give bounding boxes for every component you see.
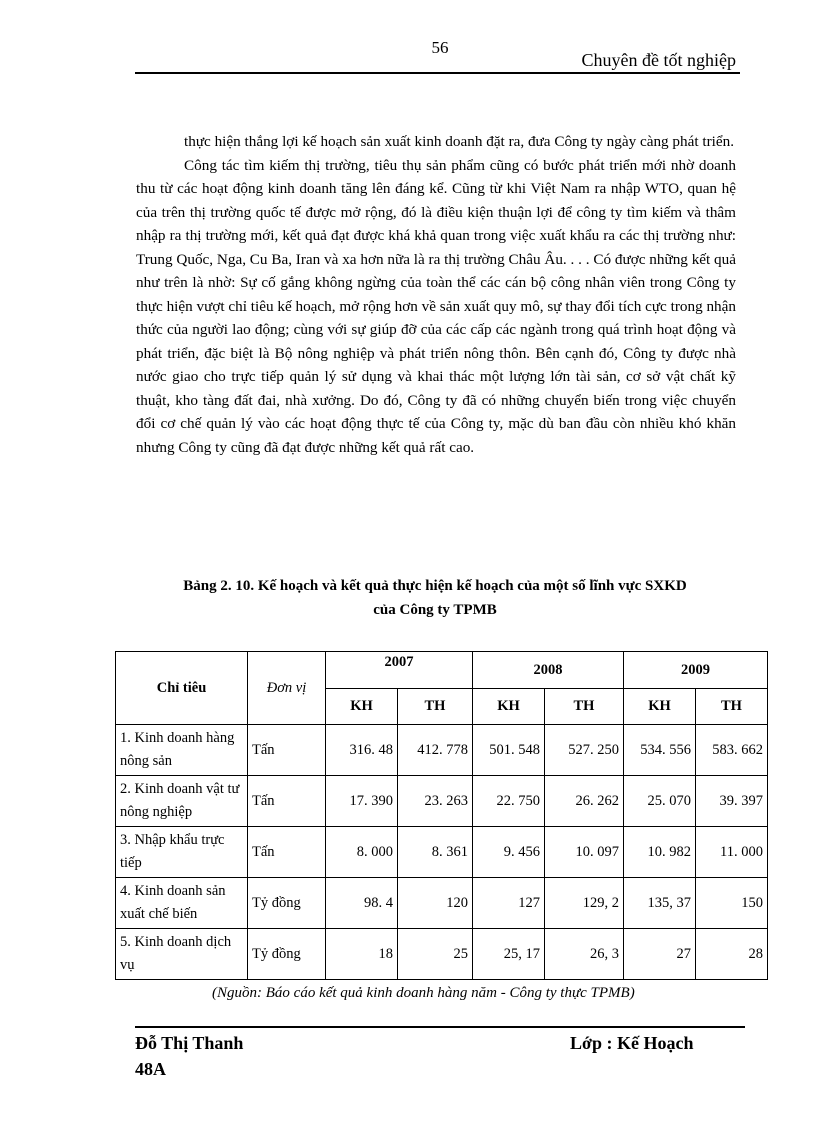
subheader-th: TH (545, 689, 624, 725)
row-unit: Tỷ đồng (248, 929, 326, 980)
subheader-th: TH (398, 689, 473, 725)
footer-divider (135, 1026, 745, 1028)
table-row (116, 929, 768, 980)
cell-value: 11. 000 (696, 827, 768, 878)
cell-value: 98. 4 (326, 878, 398, 929)
cell-value: 25, 17 (473, 929, 545, 980)
cell-value: 22. 750 (473, 776, 545, 827)
table-header-row (116, 652, 768, 689)
caption-line-1: Bảng 2. 10. Kế hoạch và kết quả thực hiện kế hoạch của một số lĩnh vực SXKD (183, 578, 687, 594)
table-row (116, 725, 768, 776)
cell-value: 316. 48 (326, 725, 398, 776)
header-year-2008: 2008 (473, 652, 624, 689)
cell-value: 127 (473, 878, 545, 929)
row-unit: Tỷ đồng (248, 878, 326, 929)
table-row (116, 776, 768, 827)
cell-value: 39. 397 (696, 776, 768, 827)
subheader-kh: KH (624, 689, 696, 725)
row-label: 2. Kinh doanh vật tư nông nghiệp (116, 776, 248, 827)
table-row (116, 878, 768, 929)
header-unit: Đơn vị (248, 652, 326, 725)
cell-value: 412. 778 (398, 725, 473, 776)
source-note: (Nguồn: Báo cáo kết quả kinh doanh hàng năm - Công ty thực TPMB) (212, 985, 635, 1001)
caption-line-2: của Công ty TPMB (373, 602, 497, 618)
cell-value: 26. 262 (545, 776, 624, 827)
cell-value: 25 (398, 929, 473, 980)
cell-value: 10. 982 (624, 827, 696, 878)
table-row (116, 827, 768, 878)
header-divider (135, 72, 740, 74)
row-label: 5. Kinh doanh dịch vụ (116, 929, 248, 980)
cell-value: 23. 263 (398, 776, 473, 827)
cell-value: 8. 000 (326, 827, 398, 878)
footer-class-code: 48A (135, 1059, 166, 1079)
footer-author: Đỗ Thị Thanh (135, 1033, 244, 1053)
row-unit: Tấn (248, 725, 326, 776)
subheader-kh: KH (473, 689, 545, 725)
cell-value: 527. 250 (545, 725, 624, 776)
page-number: 56 (431, 38, 449, 57)
cell-value: 583. 662 (696, 725, 768, 776)
cell-value: 501. 548 (473, 725, 545, 776)
cell-value: 28 (696, 929, 768, 980)
cell-value: 17. 390 (326, 776, 398, 827)
cell-value: 27 (624, 929, 696, 980)
row-unit: Tấn (248, 827, 326, 878)
cell-value: 26, 3 (545, 929, 624, 980)
cell-value: 150 (696, 878, 768, 929)
results-table (115, 651, 768, 980)
subheader-th: TH (696, 689, 768, 725)
subheader-kh: KH (326, 689, 398, 725)
cell-value: 129, 2 (545, 878, 624, 929)
cell-value: 120 (398, 878, 473, 929)
footer-class-label: Lớp : Kế Hoạch (570, 1033, 694, 1053)
cell-value: 10. 097 (545, 827, 624, 878)
header-indicator: Chỉ tiêu (116, 652, 248, 725)
paragraph-1: thực hiện thắng lợi kế hoạch sản xuất kinh doanh đặt ra, đưa Công ty ngày càng phát triển. (184, 133, 735, 150)
header-year-2007: 2007 (326, 652, 473, 689)
paragraph-2: Công tác tìm kiếm thị trường, tiêu thụ sản phẩm cũng có bước phát triển mới nhờ doanh thu từ các hoạt động kinh doanh tăng lên đáng kể. Cũng từ khi Việt Nam ra nhập WTO, quan hệ của trên thị trường quốc tế được mở rộng, đó là điều kiện thuận lợi để công ty tìm kiếm và thâm nhập ra thị trường mới, kết quả đạt được khá khả quan trong việc xuất khẩu ra các thị trường như: Trung Quốc, Nga, Cu Ba, Iran và xa hơn nữa là ra thị trường Châu Âu. . . . Có được những kết quả như trên là nhờ: Sự cố gắng không ngừng của toàn thể các cán bộ công nhân viên trong Công ty thực hiện vượt chỉ tiêu kế hoạch, mở rộng hơn về sản xuất quy mô, sự thay đổi tích cực trong nhận thức của người lao động; cùng với sự giúp đỡ của các cấp các ngành trong quá trình hoạt động và phát triển, đặc biệt là Bộ nông nghiệp và phát triển nông thôn. Bên cạnh đó, Công ty được nhà nước giao cho trực tiếp quản lý sử dụng và khai thác một lượng lớn tài sản, cơ sở vật chất kỹ thuật, kho tàng đất đai, nhà xưởng. Do đó, Công ty đã có những chuyển biến trong việc chuyển đổi cơ chế quản lý vào các hoạt động thực tế của Công ty, mặc dù ban đầu còn nhiều khó khăn nhưng Công ty cũng đã đạt được những kết quả rất cao. (136, 156, 736, 456)
body-text (136, 130, 736, 459)
cell-value: 9. 456 (473, 827, 545, 878)
cell-value: 534. 556 (624, 725, 696, 776)
header-title: Chuyên đề tốt nghiệp (581, 50, 736, 70)
row-label: 4. Kinh doanh sản xuất chế biến (116, 878, 248, 929)
table-caption (120, 574, 750, 622)
cell-value: 135, 37 (624, 878, 696, 929)
row-label: 3. Nhập khẩu trực tiếp (116, 827, 248, 878)
header-year-2009: 2009 (624, 652, 768, 689)
cell-value: 18 (326, 929, 398, 980)
footer-author-block (135, 1030, 243, 1082)
row-label: 1. Kinh doanh hàng nông sản (116, 725, 248, 776)
row-unit: Tấn (248, 776, 326, 827)
cell-value: 25. 070 (624, 776, 696, 827)
cell-value: 8. 361 (398, 827, 473, 878)
